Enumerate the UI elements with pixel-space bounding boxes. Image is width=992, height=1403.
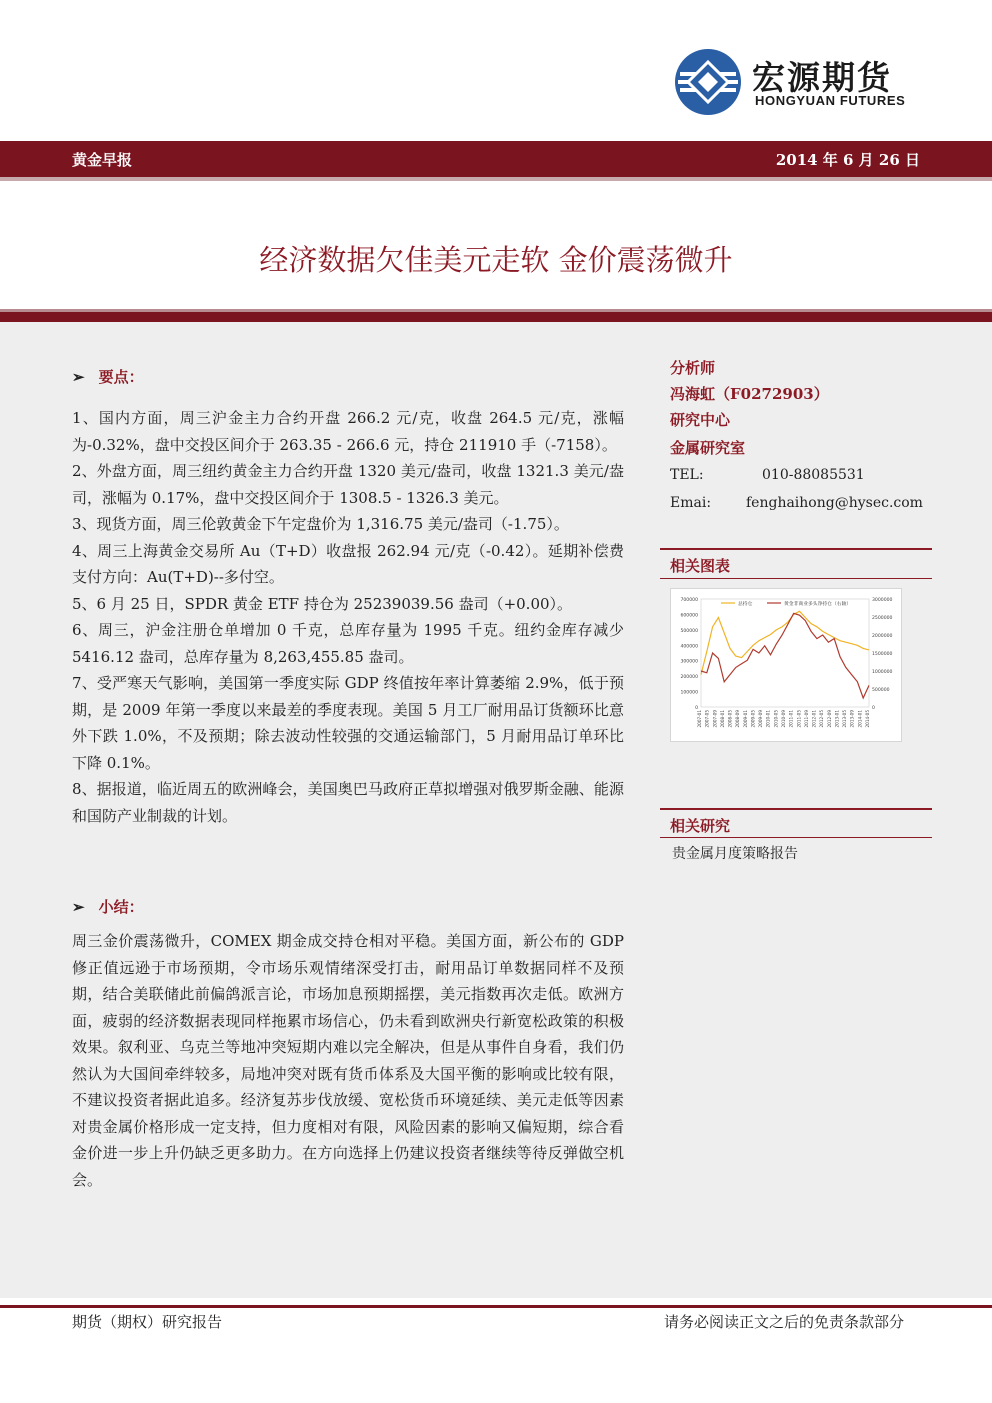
chart-heading: 相关图表 xyxy=(670,557,731,575)
footer-disclaimer-link[interactable]: 请务必阅读正文之后的免责条款部分 xyxy=(663,1313,904,1331)
x-axis-tick-label: 2008-09 xyxy=(735,710,741,728)
x-axis-tick-label: 2012-05 xyxy=(819,710,825,728)
legend-label: 黄金非商业多头净持仓（右轴） xyxy=(784,602,852,607)
x-axis-tick-label: 2008-01 xyxy=(719,710,725,728)
chart-section-rule xyxy=(660,548,932,550)
summary-text xyxy=(72,928,624,1193)
x-axis-tick-label: 2007-09 xyxy=(712,710,718,728)
series-line-2 xyxy=(701,613,869,698)
left-axis-tick-label: 400000 xyxy=(680,644,698,650)
list-item: 2、外盘方面，周三纽约黄金主力合约开盘 1320 美元/盎司，收盘 1321.3 美元/盎司，涨幅为 0.17%，盘中交投区间介于 1308.5 - 1326.3 美元。 xyxy=(72,462,624,507)
right-axis-tick-label: 0 xyxy=(872,706,875,711)
x-axis-tick-label: 2010-01 xyxy=(765,710,771,728)
plot-area xyxy=(701,599,869,707)
list-item: 1、国内方面，周三沪金主力合约开盘 266.2 元/克，收盘 264.5 元/克，涨幅为-0.32%，盘中交投区间介于 263.35 - 266.6 元，持仓 211910 手（-7158）。 xyxy=(72,409,624,454)
x-axis-tick-label: 2010-09 xyxy=(781,710,786,728)
right-axis-tick-label: 1500000 xyxy=(872,652,893,657)
arrow-bullet-icon: ➢ xyxy=(72,898,85,916)
header-divider xyxy=(0,177,992,181)
report-type-label: 黄金早报 xyxy=(72,151,133,169)
x-axis-tick-label: 2011-01 xyxy=(788,710,794,728)
x-axis-tick-label: 2011-05 xyxy=(796,710,802,728)
x-axis-tick-label: 2008-05 xyxy=(727,710,733,728)
footer-rule xyxy=(0,1305,992,1308)
title-divider xyxy=(0,312,992,322)
x-axis-tick-label: 2012-09 xyxy=(826,710,832,728)
right-axis-tick-label: 3000000 xyxy=(872,598,893,603)
x-axis-tick-label: 2013-05 xyxy=(842,710,848,728)
left-axis-tick-label: 700000 xyxy=(680,598,698,603)
left-axis-tick-label: 300000 xyxy=(680,659,698,665)
department: 研究中心 xyxy=(670,411,731,429)
legend-label: 总持仓 xyxy=(738,602,753,607)
tel-value[interactable]: 010-88085531 xyxy=(762,467,865,483)
x-axis-tick-label: 2009-05 xyxy=(750,710,756,728)
right-axis-tick-label: 1000000 xyxy=(872,670,893,675)
chart-heading-underline xyxy=(660,578,932,579)
right-axis-tick-label: 500000 xyxy=(872,688,890,693)
x-axis-tick-label: 2013-01 xyxy=(834,710,840,728)
left-axis-tick-label: 600000 xyxy=(680,613,698,619)
arrow-bullet-icon: ➢ xyxy=(72,368,85,386)
x-axis-tick-label: 2009-01 xyxy=(742,710,748,728)
office: 金属研究室 xyxy=(670,439,746,457)
list-item: 3、现货方面，周三伦敦黄金下午定盘价为 1,316.75 美元/盎司（-1.75）。 xyxy=(72,515,569,533)
analyst-name: 冯海虹（F0272903） xyxy=(670,385,829,403)
summary-paragraph: 周三金价震荡微升，COMEX 期金成交持仓相对平稳。美国方面，新公布的 GDP 修正值远逊于市场预期，令市场乐观情绪深受打击，耐用品订单数据同样不及预期，结合美联储此前偏鸽派言论，市场加息预期摇摆，美元指数再次走低。欧洲方面，疲弱的经济数据表现同样拖累市场信心，仍未看到欧洲央行新宽松政策的积极效果。叙利亚、乌克兰等地冲突短期内难以完全解决，但是从事件自身看，我们仍然认为大国间牵绊较多，局地冲突对既有货币体系及大国平衡的影响或比较有限，不建议投资者据此追多。经济复苏步伐放缓、宽松货币环境延续、美元走低等因素对贵金属价格形成一定支持，但力度相对有限，风险因素的影响又偏短期，综合看金价进一步上升仍缺乏更多助力。在方向选择上仍建议投资者继续等待反弹做空机会。 xyxy=(72,932,624,1189)
left-axis-tick-label: 200000 xyxy=(680,675,698,681)
logo-text-cn: 宏源期货 xyxy=(752,58,892,97)
list-item: 8、据报道，临近周五的欧洲峰会，美国奥巴马政府正草拟增强对俄罗斯金融、能源和国防产业制裁的计划。 xyxy=(72,780,624,825)
summary-heading-text: 小结： xyxy=(98,898,144,916)
x-axis-tick-label: 2014-01 xyxy=(857,710,863,728)
analyst-label: 分析师 xyxy=(670,359,716,377)
key-points-heading xyxy=(72,366,144,387)
left-axis-tick-label: 500000 xyxy=(680,628,698,634)
x-axis-tick-label: 2009-09 xyxy=(758,710,764,728)
x-axis-tick-label: 2007-05 xyxy=(704,710,710,728)
report-date: 2014 年 6 月 26 日 xyxy=(775,151,920,169)
left-axis-tick-label: 100000 xyxy=(680,690,698,696)
research-link[interactable]: 贵金属月度策略报告 xyxy=(672,846,798,862)
footer-left-text: 期货（期权）研究报告 xyxy=(72,1313,223,1331)
left-axis-tick-label: 0 xyxy=(695,706,698,711)
list-item: 6、周三，沪金注册仓单增加 0 千克，总库存量为 1995 千克。纽约金库存减少 5416.12 盎司，总库存量为 8,263,455.85 盎司。 xyxy=(72,621,624,666)
list-item: 4、周三上海黄金交易所 Au（T+D）收盘报 262.94 元/克（-0.42）。延期补偿费支付方向：Au(T+D)--多付空。 xyxy=(72,541,624,586)
x-axis-tick-label: 2011-09 xyxy=(803,710,809,728)
list-item: 7、受严寒天气影响，美国第一季度实际 GDP 终值按年率计算萎缩 2.9%，低于预期，是 2009 年第一季度以来最差的季度表现。美国 5 月工厂耐用品订货额环比意外下跌 1.0%，不及预期；除去波动性较强的交通运输部门，5 月耐用品订单环比下降 0.1%。 xyxy=(72,674,624,772)
email-label: Emai: xyxy=(670,495,712,511)
right-axis-tick-label: 2500000 xyxy=(872,616,893,621)
x-axis-tick-label: 2013-09 xyxy=(849,710,855,728)
x-axis-tick-label: 2010-05 xyxy=(773,710,779,728)
position-chart xyxy=(671,589,901,741)
tel-label: TEL: xyxy=(670,467,704,483)
x-axis-tick-label: 2014-05 xyxy=(865,710,870,728)
logo-text-en: HONGYUAN FUTURES xyxy=(755,93,906,108)
research-heading: 相关研究 xyxy=(670,817,731,835)
page-title: 经济数据欠佳美元走软 金价震荡微升 xyxy=(259,243,733,277)
right-axis-tick-label: 2000000 xyxy=(872,634,893,639)
key-points-list xyxy=(72,405,624,829)
list-item: 5、6 月 25 日，SPDR 黄金 ETF 持仓为 25239039.56 盎司（+0.00）。 xyxy=(72,594,573,613)
summary-heading xyxy=(72,896,144,917)
key-points-heading-text: 要点： xyxy=(98,368,144,386)
x-axis-tick-label: 2012-01 xyxy=(811,710,817,728)
x-axis-tick-label: 2007-01 xyxy=(697,710,702,728)
chart-panel xyxy=(670,588,902,742)
research-section-rule xyxy=(660,808,932,810)
series-line-1 xyxy=(701,611,869,674)
logo-icon xyxy=(674,48,742,116)
email-link[interactable]: fenghaihong@hysec.com xyxy=(746,495,923,511)
research-heading-underline xyxy=(660,837,932,838)
